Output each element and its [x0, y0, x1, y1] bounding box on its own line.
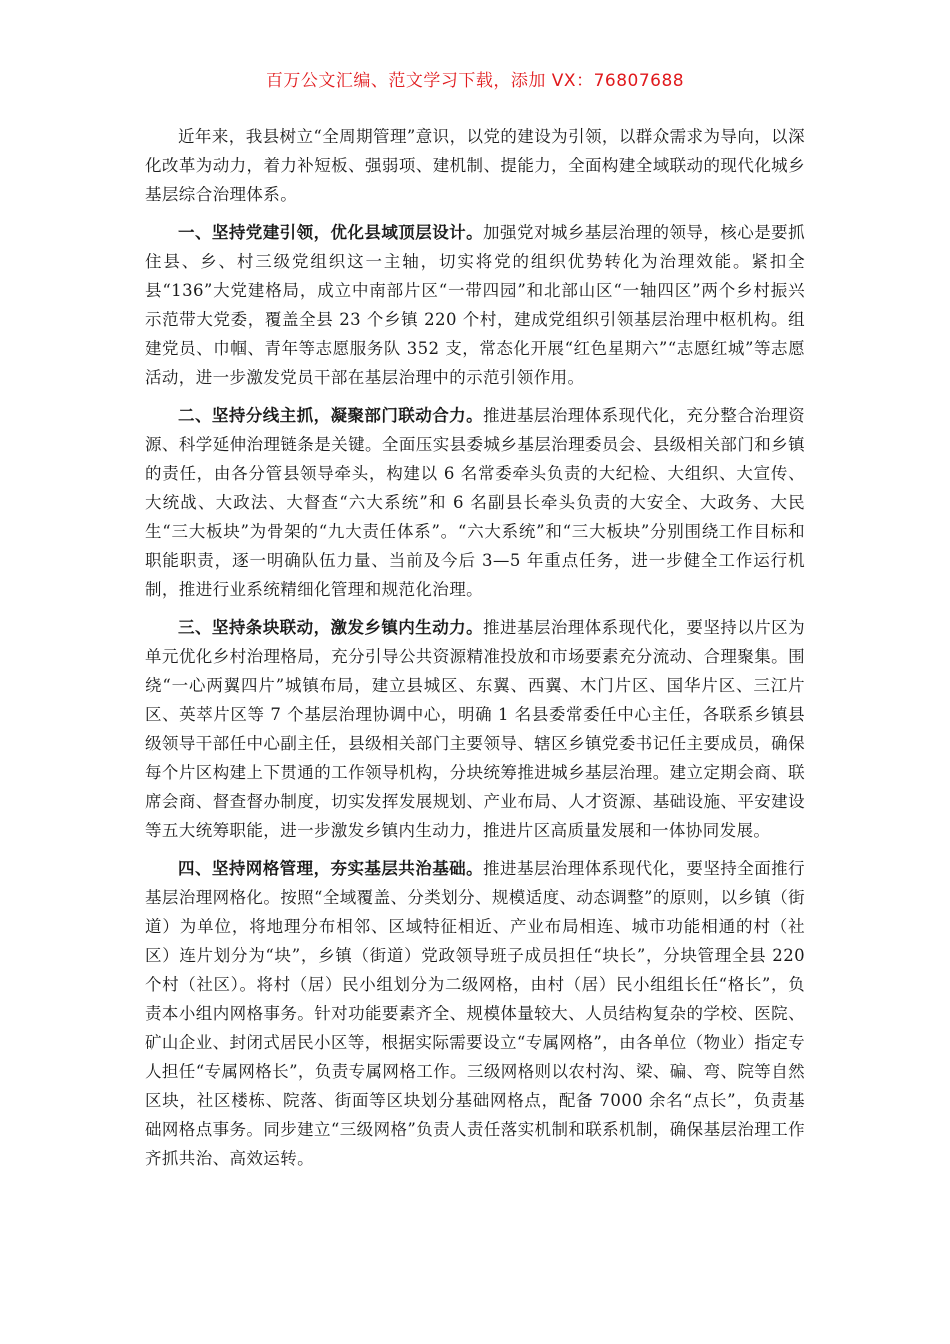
section-2-heading: 二、坚持分线主抓，凝聚部门联动合力。 — [178, 406, 484, 425]
section-4-body: 推进基层治理体系现代化，要坚持全面推行基层治理网格化。按照“全域覆盖、分类划分、规模适度、动态调整”的原则，以乡镇（街道）为单位，将地理分布相邻、区域特征相近、产业布局相连、城市功能相通的村（社区）连片划分为“块”，乡镇（街道）党政领导班子成员担任“块长”，分块管理全县 220 个村（社区）。将村（居）民小组划分为二级网格，由村（居）民小组组长任“格长”，负责本小组内网格事务。针对功能要素齐全、规模体量较大、人员结构复杂的学校、医院、矿山企业、封闭式居民小区等，根据实际需要设立“专属网格”，由各单位（物业）指定专人担任“专属网格长”，负责专属网格工作。三级网格则以农村沟、梁、碥、弯、院等自然区块，社区楼栋、院落、街面等区块划分基础网格点，配备 7000 余名“点长”，负责基础网格点事务。同步建立“三级网格”负责人责任落实机制和联系机制，确保基层治理工作齐抓共治、高效运转。 — [145, 859, 805, 1168]
section-2-paragraph — [145, 401, 805, 604]
section-3-heading: 三、坚持条块联动，激发乡镇内生动力。 — [178, 618, 484, 637]
document-body — [145, 122, 805, 1182]
section-1-heading: 一、坚持党建引领，优化县域顶层设计。 — [178, 223, 484, 242]
section-4-heading: 四、坚持网格管理，夯实基层共治基础。 — [178, 859, 484, 878]
section-4-paragraph — [145, 854, 805, 1173]
section-1-body: 加强党对城乡基层治理的领导，核心是要抓住县、乡、村三级党组织这一主轴，切实将党的组织优势转化为治理效能。紧扣全县“136”大党建格局，成立中南部片区“一带四园”和北部山区“一轴四区”两个乡村振兴示范带大党委，覆盖全县 23 个乡镇 220 个村，建成党组织引领基层治理中枢机构。组建党员、巾帼、青年等志愿服务队 352 支，常态化开展“红色星期六”“志愿红城”等志愿活动，进一步激发党员干部在基层治理中的示范引领作用。 — [145, 223, 805, 387]
section-3-paragraph — [145, 613, 805, 845]
section-2-body: 推进基层治理体系现代化，充分整合治理资源、科学延伸治理链条是关键。全面压实县委城乡基层治理委员会、县级相关部门和乡镇的责任，由各分管县领导牵头，构建以 6 名常委牵头负责的大纪检、大组织、大宣传、大统战、大政法、大督查“六大系统”和 6 名副县长牵头负责的大安全、大政务、大民生“三大板块”为骨架的“九大责任体系”。“六大系统”和“三大板块”分别围绕工作目标和职能职责，逐一明确队伍力量、当前及今后 3—5 年重点任务，进一步健全工作运行机制，推进行业系统精细化管理和规范化治理。 — [145, 406, 805, 599]
section-1-paragraph — [145, 218, 805, 392]
header-banner: 百万公文汇编、范文学习下载，添加 VX：76807688 — [265, 71, 685, 91]
section-3-body: 推进基层治理体系现代化，要坚持以片区为单元优化乡村治理格局，充分引导公共资源精准投放和市场要素充分流动、合理聚集。围绕“一心两翼四片”城镇布局，建立县城区、东翼、西翼、木门片区、国华片区、三江片区、英萃片区等 7 个基层治理协调中心，明确 1 名县委常委任中心主任，各联系乡镇县级领导干部任中心副主任，县级相关部门主要领导、辖区乡镇党委书记任主要成员，确保每个片区构建上下贯通的工作领导机构，分块统筹推进城乡基层治理。建立定期会商、联席会商、督查督办制度，切实发挥发展规划、产业布局、人才资源、基础设施、平安建设等五大统筹职能，进一步激发乡镇内生动力，推进片区高质量发展和一体协同发展。 — [145, 618, 805, 840]
intro-paragraph: 近年来，我县树立“全周期管理”意识，以党的建设为引领，以群众需求为导向，以深化改革为动力，着力补短板、强弱项、建机制、提能力，全面构建全域联动的现代化城乡基层综合治理体系。 — [145, 127, 805, 204]
